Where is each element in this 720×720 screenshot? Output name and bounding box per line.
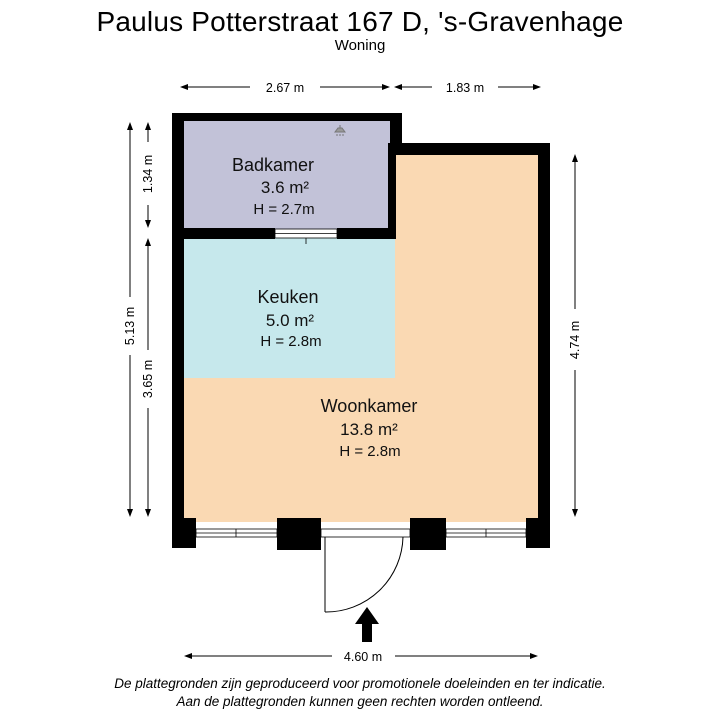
wall-right [538,143,550,548]
entrance-arrow-icon [355,607,379,642]
dimension-top-left: 2.67 m [265,81,305,95]
wall-top-right [390,143,548,155]
wall-left [172,113,184,548]
dimension-left-total: 5.13 m [123,306,137,346]
room-height: H = 2.8m [339,443,401,460]
room-name: Keuken [257,287,319,307]
room-name: Badkamer [231,155,315,175]
wall-bathroom-bottom-left [180,228,275,239]
room-area: 5.0 m² [265,311,315,330]
wall-bottom-right-corner [526,518,550,548]
entrance-door [321,529,410,612]
room-area: 13.8 m² [340,420,398,439]
wall-pier-2 [410,518,446,550]
wall-pier-1 [277,518,321,550]
page-title: Paulus Potterstraat 167 D, 's-Gravenhage [96,6,624,37]
dimension-left-lower: 3.65 m [141,359,155,399]
disclaimer-line-1: De plattegronden zijn geproduceerd voor promotionele doeleinden en ter indicatie. [114,676,606,691]
page-subtitle: Woning [334,37,386,54]
wall-bathroom-bottom-right [337,228,392,239]
dimension-left-upper: 1.34 m [141,154,155,194]
room-fill-keuken [180,238,395,378]
room-area: 3.6 m² [260,178,310,197]
dimension-top-right: 1.83 m [445,81,485,95]
room-label-keuken [257,287,321,350]
room-height: H = 2.8m [260,333,322,350]
room-name: Woonkamer [320,396,418,416]
dimension-bottom: 4.60 m [343,650,383,664]
wall-top-left [172,113,402,121]
dimension-right: 4.74 m [568,320,582,360]
disclaimer-line-2: Aan de plattegronden kunnen geen rechten worden ontleend. [176,694,544,709]
wall-bathroom-right [388,143,396,239]
room-height: H = 2.7m [253,201,315,218]
wall-bottom-left-corner [172,518,196,548]
